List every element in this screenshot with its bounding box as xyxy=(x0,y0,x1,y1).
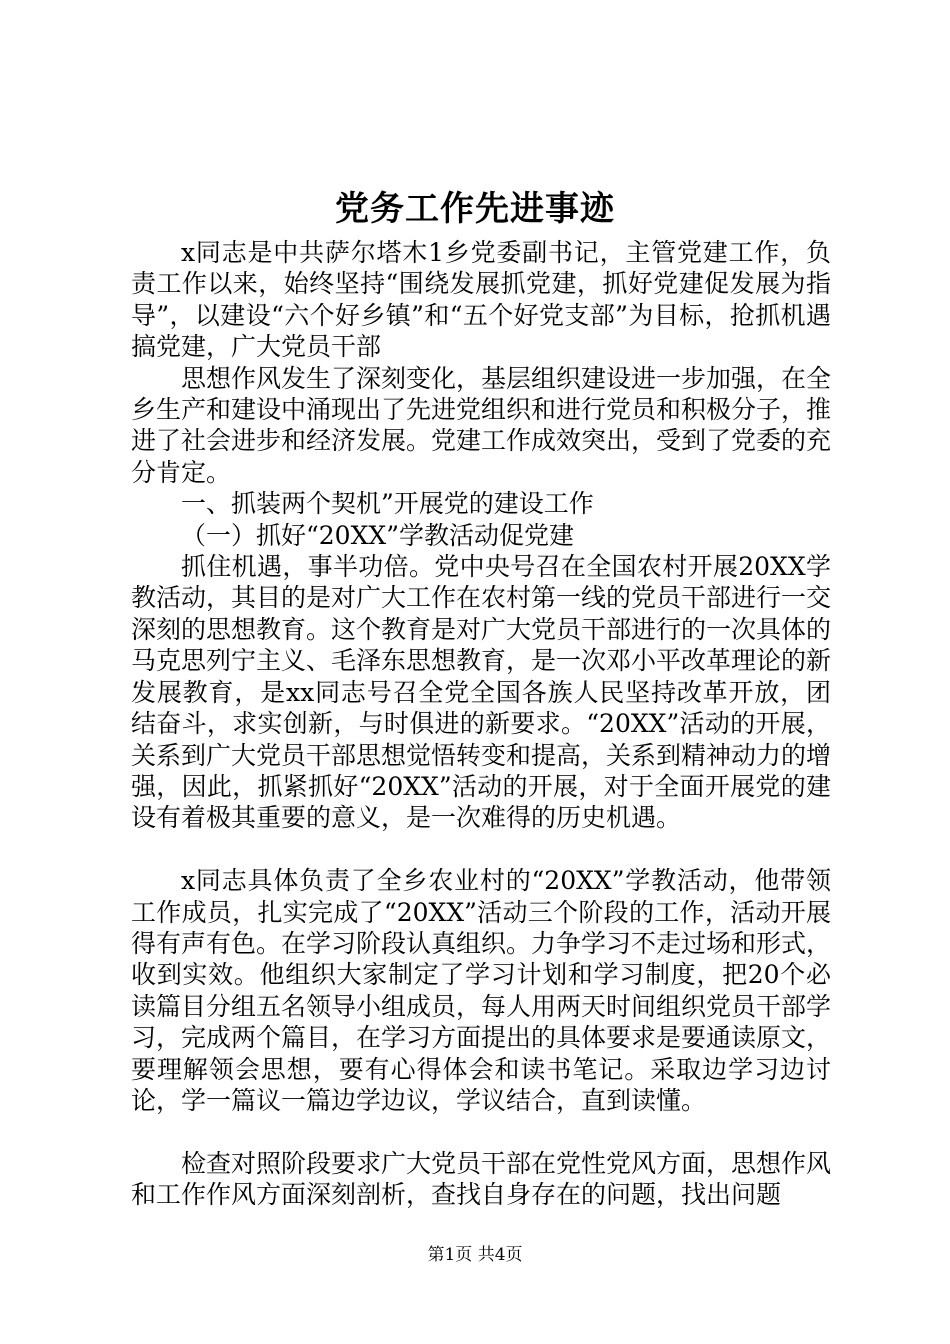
section-heading-1: 一、抓装两个契机”开展党的建设工作 xyxy=(181,489,594,519)
page-footer: 第1页 共4页 xyxy=(427,1245,523,1265)
paragraph-achievements: 思想作风发生了深刻变化，基层组织建设进一步加强，在全乡生产和建设中涌现出了先进党组织和进行党员和积极分子，推进了社会进步和经济发展。党建工作成效突出，受到了党委的充分肯定。 xyxy=(131,363,832,487)
paragraph-inspection: 检查对照阶段要求广大党员干部在党性党风方面，思想作风和工作作风方面深刻剖析，查找自身存在的问题，找出问题 xyxy=(131,1148,832,1210)
paragraph-opportunity: 抓住机遇，事半功倍。党中央号召在全国农村开展20XX学教活动，其目的是对广大工作在农村第一线的党员干部进行一交深刻的思想教育。这个教育是对广大党员干部进行的一次具体的马克思列宁主义、毛泽东思想教育，是一次邓小平改革理论的新发展教育，是xx同志号召全党全国各族人民坚持改革开放，团结奋斗，求实创新，与时俱进的新要求。“20XX”活动的开展，关系到广大党员干部思想觉悟转变和提高，关系到精神动力的增强，因此，抓紧抓好“20XX”活动的开展，对于全面开展党的建设有着极其重要的意义，是一次难得的历史机遇。 xyxy=(131,552,832,833)
document-body xyxy=(131,237,831,1211)
paragraph-study-activity: x同志具体负责了全乡农业村的“20XX”学教活动，他带领工作成员，扎实完成了“20XX”活动三个阶段的工作，活动开展得有声有色。在学习阶段认真组织。力争学习不走过场和形式，收到实效。他组织大家制定了学习计划和学习制度，把20个必读篇目分组五名领导小组成员，每人用两天时间组织党员干部学习，完成两个篇目，在学习方面提出的具体要求是要通读原文，要理解领会思想，要有心得体会和读书笔记。采取边学习边讨论，学一篇议一篇边学边议，学议结合，直到读懂。 xyxy=(131,866,832,1115)
page-title: 党务工作先进事迹 xyxy=(335,189,615,229)
paragraph-intro: x同志是中共萨尔塔木1乡党委副书记，主管党建工作，负责工作以来，始终坚持“围绕发展抓党建，抓好党建促发展为指导”，以建设“六个好乡镇”和“五个好党支部”为目标，抢抓机遇搞党建，广大党员干部 xyxy=(131,238,831,362)
subsection-heading-1: （一）抓好“20XX”学教活动促党建 xyxy=(181,520,574,550)
